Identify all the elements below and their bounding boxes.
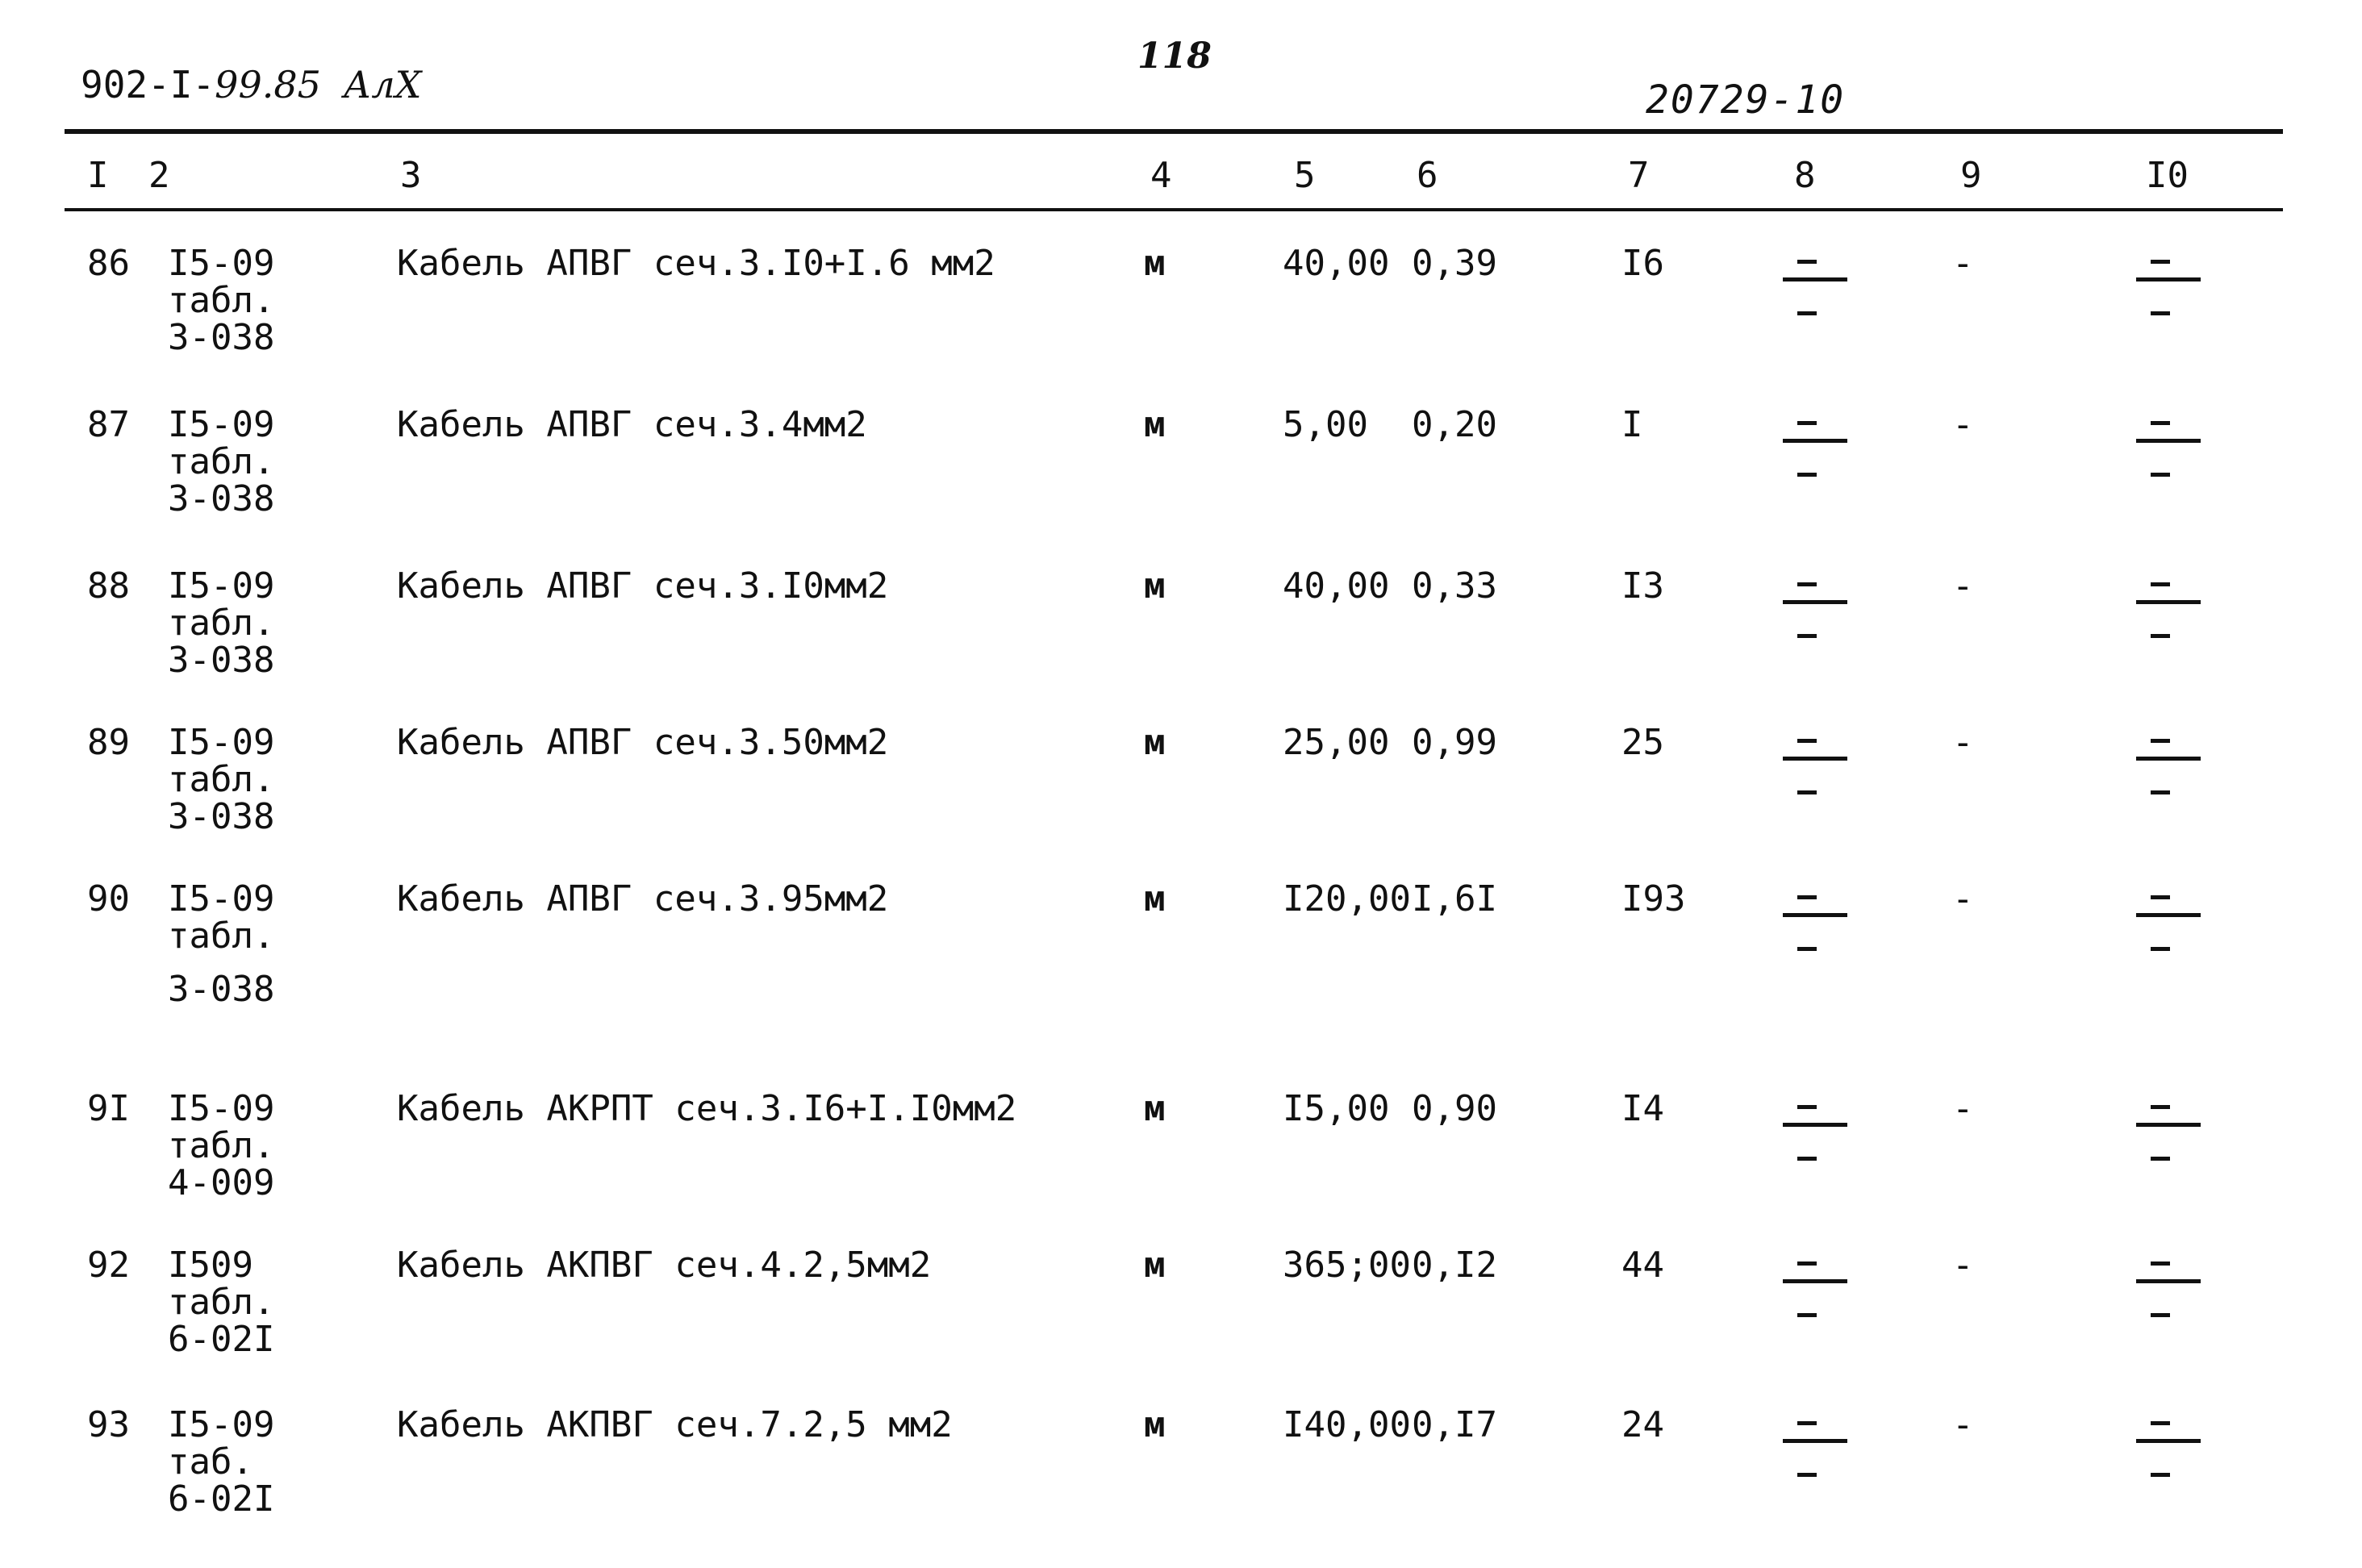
column-header-10: I0: [2146, 155, 2189, 196]
norm-reference: [168, 1247, 274, 1358]
quantity: 25,00: [1283, 722, 1390, 763]
norm-table-number: 3-038: [168, 478, 275, 519]
row-number: 9I: [87, 1088, 130, 1129]
table-row: [0, 1088, 2362, 1252]
column-9-dash: -: [1952, 1404, 1974, 1445]
norm-reference: [168, 1088, 275, 1203]
norm-table-label: табл.: [168, 280, 275, 321]
column-9-dash: -: [1952, 565, 1974, 607]
unit: м: [1144, 878, 1166, 920]
sheet-code: 20729-10: [1646, 77, 1846, 123]
column-6-value: 0,20: [1412, 404, 1497, 445]
item-description: Кабель АКРПТ сеч.3.I6+I.I0мм2: [397, 1088, 1017, 1129]
norm-reference: [168, 1404, 275, 1520]
column-header-8: 8: [1794, 155, 1816, 196]
norm-table-label: табл.: [168, 1282, 275, 1323]
dash-fraction-mark: [1783, 881, 1855, 961]
column-7-value: I6: [1621, 243, 1664, 284]
item-description: Кабель АПВГ сеч.3.95мм2: [397, 878, 889, 920]
dash-fraction-mark: [1783, 407, 1855, 487]
column-header-7: 7: [1628, 155, 1650, 196]
norm-code: I5-09: [168, 722, 275, 763]
norm-code: I5-09: [168, 565, 275, 607]
dash-fraction-mark: [1783, 1407, 1855, 1487]
column-9-dash: -: [1952, 404, 1974, 445]
norm-table-number: 3-038: [168, 640, 275, 681]
quantity: 365;00: [1283, 1245, 1411, 1286]
norm-code: I5-09: [168, 243, 275, 284]
norm-table-label: табл.: [168, 759, 275, 800]
item-description: Кабель АКПВГ сеч.7.2,5 мм2: [397, 1404, 953, 1445]
quantity: 5,00: [1283, 404, 1368, 445]
row-number: 88: [87, 565, 130, 607]
norm-reference: [168, 724, 274, 836]
unit: м: [1144, 1404, 1166, 1445]
unit: м: [1144, 722, 1166, 763]
quantity: 40,00: [1283, 243, 1390, 284]
unit: м: [1144, 243, 1166, 284]
table-row: [0, 1247, 2362, 1408]
column-9-dash: -: [1952, 1245, 1974, 1286]
norm-reference: [168, 404, 275, 519]
norm-table-label: таб.: [168, 1441, 253, 1483]
norm-table-number: 3-038: [168, 796, 275, 837]
norm-table-number: 3-038: [168, 969, 275, 1010]
norm-code: I5-09: [168, 1088, 275, 1129]
column-9-dash: -: [1952, 1088, 1974, 1129]
unit: м: [1144, 1245, 1166, 1286]
table-row: [0, 878, 2362, 1042]
norm-table-number: 6-02I: [168, 1319, 275, 1360]
column-header-6: 6: [1417, 155, 1438, 196]
table-row: [0, 724, 2362, 886]
page-number: 118: [1137, 35, 1212, 77]
column-header-1: I: [87, 155, 109, 196]
row-number: 90: [87, 878, 130, 920]
column-header-9: 9: [1960, 155, 1982, 196]
dash-fraction-mark: [1783, 245, 1855, 326]
quantity: 40,00: [1283, 565, 1390, 607]
dash-fraction-mark: [2136, 724, 2209, 805]
dash-fraction-mark: [2136, 881, 2209, 961]
column-header-4: 4: [1150, 155, 1172, 196]
dash-fraction-mark: [2136, 407, 2209, 487]
row-number: 93: [87, 1404, 130, 1445]
column-header-2: 2: [148, 155, 170, 196]
row-number: 86: [87, 243, 130, 284]
unit: м: [1144, 565, 1166, 607]
row-number: 87: [87, 404, 130, 445]
column-6-value: 0,99: [1412, 722, 1497, 763]
column-7-value: 44: [1621, 1245, 1664, 1286]
dash-fraction-mark: [1783, 1091, 1855, 1171]
column-7-value: I3: [1621, 565, 1664, 607]
column-6-value: I,6I: [1412, 878, 1497, 920]
norm-code: I5-09: [168, 404, 275, 445]
table-row: [0, 245, 2362, 407]
norm-reference: [168, 878, 275, 1010]
column-6-value: 0,90: [1412, 1088, 1497, 1129]
dash-fraction-mark: [1783, 568, 1855, 648]
norm-code: I5-09: [168, 878, 275, 920]
column-7-value: I4: [1621, 1088, 1664, 1129]
column-6-value: 0,33: [1412, 565, 1497, 607]
header-top-rule: [65, 129, 2283, 134]
norm-code: I5-09: [168, 1404, 275, 1445]
item-description: Кабель АПВГ сеч.3.50мм2: [397, 722, 889, 763]
dash-fraction-mark: [1783, 1247, 1855, 1328]
column-9-dash: -: [1952, 722, 1974, 763]
norm-reference: [168, 565, 275, 681]
table-row: [0, 404, 2362, 568]
document-annotation: АлХ: [343, 63, 422, 106]
column-9-dash: -: [1952, 243, 1974, 284]
column-7-value: 25: [1621, 722, 1664, 763]
column-6-value: 0,I2: [1412, 1245, 1497, 1286]
item-description: Кабель АПВГ сеч.3.I0мм2: [397, 565, 889, 607]
quantity: I5,00: [1283, 1088, 1390, 1129]
norm-reference: [168, 245, 274, 357]
table-row: [0, 1404, 2362, 1568]
row-number: 92: [87, 1245, 130, 1286]
column-header-3: 3: [400, 155, 422, 196]
unit: м: [1144, 404, 1166, 445]
column-9-dash: -: [1952, 878, 1974, 920]
dash-fraction-mark: [2136, 1407, 2209, 1487]
column-header-5: 5: [1294, 155, 1316, 196]
document-code: [81, 63, 421, 106]
column-6-value: 0,39: [1412, 243, 1497, 284]
column-7-value: I: [1621, 404, 1643, 445]
norm-code: I509: [168, 1245, 253, 1286]
document-code-printed: 902-I-: [81, 63, 215, 106]
quantity: I20,00: [1283, 878, 1411, 920]
header-bottom-rule: [65, 208, 2283, 211]
column-7-value: 24: [1621, 1404, 1664, 1445]
norm-table-number: 4-009: [168, 1162, 275, 1203]
norm-table-label: табл.: [168, 441, 275, 482]
unit: м: [1144, 1088, 1166, 1129]
document-code-handwritten: 99.85: [215, 63, 321, 106]
column-7-value: I93: [1621, 878, 1686, 920]
quantity: I40,00: [1283, 1404, 1411, 1445]
norm-table-label: табл.: [168, 915, 275, 957]
dash-fraction-mark: [2136, 1247, 2209, 1328]
column-6-value: 0,I7: [1412, 1404, 1497, 1445]
norm-table-number: 3-038: [168, 317, 275, 358]
dash-fraction-mark: [1783, 724, 1855, 805]
norm-table-number: 6-02I: [168, 1478, 275, 1520]
dash-fraction-mark: [2136, 568, 2209, 648]
item-description: Кабель АКПВГ сеч.4.2,5мм2: [397, 1245, 932, 1286]
dash-fraction-mark: [2136, 1091, 2209, 1171]
norm-table-label: табл.: [168, 603, 275, 644]
norm-table-label: табл.: [168, 1125, 275, 1166]
row-number: 89: [87, 722, 130, 763]
table-row: [0, 565, 2362, 729]
item-description: Кабель АПВГ сеч.3.I0+I.6 мм2: [397, 243, 995, 284]
dash-fraction-mark: [2136, 245, 2209, 326]
item-description: Кабель АПВГ сеч.3.4мм2: [397, 404, 867, 445]
